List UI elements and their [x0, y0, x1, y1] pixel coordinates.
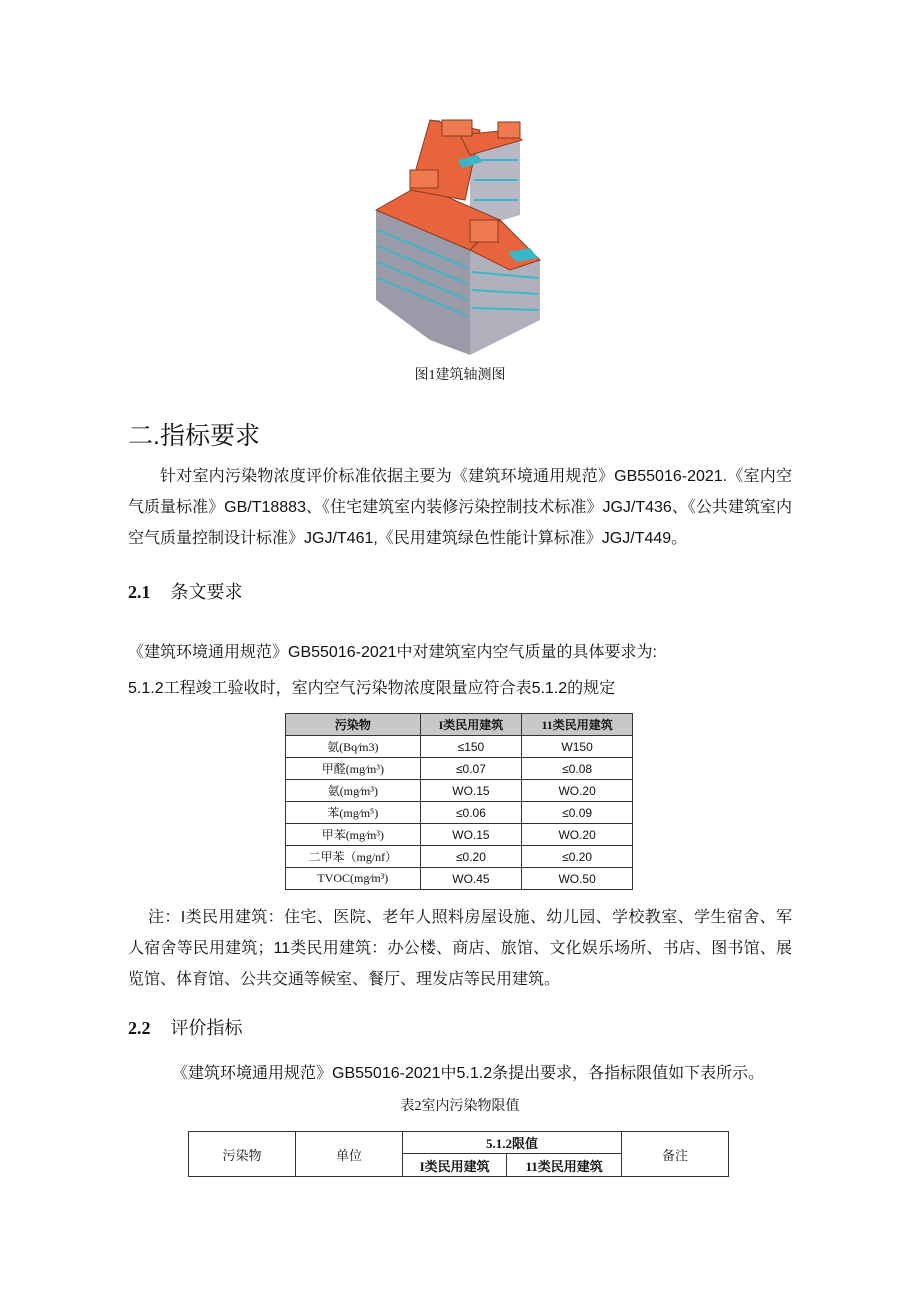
table-row — [286, 846, 633, 868]
table-cell: 氨(mg∕m³) — [286, 780, 421, 802]
table-cell: WO.50 — [522, 868, 633, 890]
table-header-row — [189, 1132, 729, 1154]
table-cell: WO.20 — [522, 824, 633, 846]
section-heading-2-2 — [128, 1014, 243, 1040]
section-heading-2: 二.指标要求 — [128, 422, 260, 450]
table2-caption: 表2室内污染物限值 — [400, 1099, 520, 1114]
header-limit: 5.1.2限值 — [403, 1132, 622, 1154]
table-cell: WO.15 — [420, 824, 522, 846]
table-cell: ≤0.08 — [522, 758, 633, 780]
pollutant-limit-table-2 — [188, 1131, 729, 1177]
table-row — [286, 736, 633, 758]
table-cell: 甲苯(mg∕m³) — [286, 824, 421, 846]
section-title: 评价指标 — [170, 1018, 243, 1038]
building-axonometric-figure — [370, 100, 550, 360]
table-cell: W150 — [522, 736, 633, 758]
header-class2: 11类民用建筑 — [507, 1154, 622, 1177]
section-number: 2.2 — [128, 1018, 151, 1038]
header-class1: I类民用建筑 — [420, 714, 522, 736]
header-pollutant: 污染物 — [286, 714, 421, 736]
table-cell: ≤0.09 — [522, 802, 633, 824]
header-pollutant: 污染物 — [189, 1132, 296, 1177]
table-cell: WO.45 — [420, 868, 522, 890]
table-row — [286, 802, 633, 824]
table-cell: ≤0.20 — [522, 846, 633, 868]
pollutant-limit-table — [285, 713, 633, 890]
intro-paragraph: 针对室内污染物浓度评价标准依据主要为《建筑环境通用规范》GB55016-2021.《室内空气质量标准》GB/T18883、《住宅建筑室内装修污染控制技术标准》JGJ/T436、《公共建筑室内空气质量控制设计标准》JGJ/T461,《民用建筑绿色性能计算标准》JGJ/T449。 — [128, 468, 792, 547]
table-cell: 氨(Bq∕m3) — [286, 736, 421, 758]
table-cell: ≤0.20 — [420, 846, 522, 868]
table-row — [286, 758, 633, 780]
header-class1: I类民用建筑 — [403, 1154, 507, 1177]
table-cell: ≤0.07 — [420, 758, 522, 780]
table-cell: TVOC(mg∕m³) — [286, 868, 421, 890]
table-cell: 二甲苯（mg/nf） — [286, 846, 421, 868]
evaluation-line: 《建筑环境通用规范》GB55016-2021中5.1.2条提出要求，各指标限值如下表所示。 — [172, 1065, 765, 1082]
building-drawing — [376, 120, 540, 355]
table-row — [286, 780, 633, 802]
section-title: 条文要求 — [170, 582, 243, 602]
table-cell: 苯(mg∕m⁵) — [286, 802, 421, 824]
header-unit: 单位 — [296, 1132, 403, 1177]
table-cell: 甲醛(mg∕m³) — [286, 758, 421, 780]
table-row — [286, 824, 633, 846]
table-cell: WO.15 — [420, 780, 522, 802]
requirement-line-2: 5.1.2工程竣工验收时，室内空气污染物浓度限量应符合表5.1.2的规定 — [128, 680, 616, 697]
header-class2: 11类民用建筑 — [522, 714, 633, 736]
section-heading-2-1 — [128, 578, 243, 604]
table-cell: WO.20 — [522, 780, 633, 802]
header-remark: 备注 — [622, 1132, 729, 1177]
requirement-line-1: 《建筑环境通用规范》GB55016-2021中对建筑室内空气质量的具体要求为: — [128, 644, 657, 661]
table-cell: ≤0.06 — [420, 802, 522, 824]
table-cell: ≤150 — [420, 736, 522, 758]
section-number: 2.1 — [128, 582, 151, 602]
table-header-row — [286, 714, 633, 736]
figure-caption: 图1建筑轴测图 — [414, 368, 506, 383]
table-row — [286, 868, 633, 890]
note-paragraph: 注：I类民用建筑：住宅、医院、老年人照料房屋设施、幼儿园、学校教室、学生宿舍、军人宿舍等民用建筑；11类民用建筑：办公楼、商店、旅馆、文化娱乐场所、书店、图书馆、展览馆、体育馆、公共交通等候室、餐厅、理发店等民用建筑。 — [128, 909, 792, 988]
